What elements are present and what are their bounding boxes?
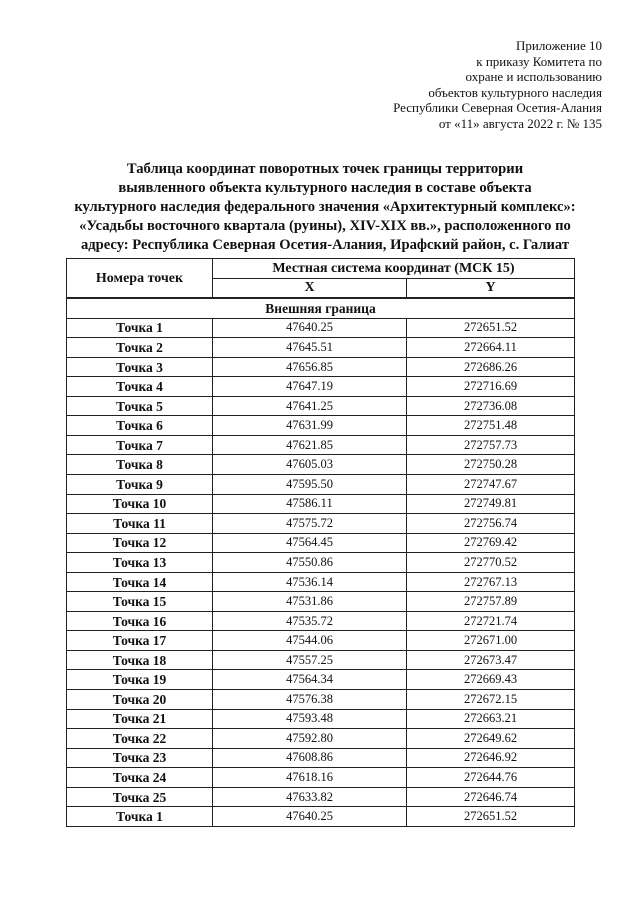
x-value-cell: 47647.19: [213, 377, 407, 397]
x-value-cell: 47645.51: [213, 338, 407, 358]
table-row: [67, 318, 575, 338]
table-row: [67, 768, 575, 788]
table-row: [67, 455, 575, 475]
y-value-cell: 272673.47: [407, 650, 575, 670]
header-x: X: [213, 278, 407, 298]
table-row: [67, 494, 575, 514]
appendix-line: к приказу Комитета по: [476, 53, 602, 69]
y-value-cell: 272672.15: [407, 690, 575, 710]
x-value-cell: 47531.86: [213, 592, 407, 612]
appendix-header: [393, 38, 602, 132]
y-value-cell: 272770.52: [407, 553, 575, 573]
point-name-cell: Точка 11: [67, 514, 213, 534]
table-row: [67, 729, 575, 749]
y-value-cell: 272750.28: [407, 455, 575, 475]
table-row: [67, 690, 575, 710]
y-value-cell: 272747.67: [407, 475, 575, 495]
x-value-cell: 47564.45: [213, 533, 407, 553]
y-value-cell: 272669.43: [407, 670, 575, 690]
table-row: [67, 709, 575, 729]
y-value-cell: 272757.89: [407, 592, 575, 612]
table-row: [67, 475, 575, 495]
x-value-cell: 47631.99: [213, 416, 407, 436]
table-row: [67, 396, 575, 416]
title-line: культурного наследия федерального значения «Архитектурный комплекс»:: [74, 199, 576, 215]
y-value-cell: 272644.76: [407, 768, 575, 788]
table-row: [67, 592, 575, 612]
table-row: [67, 670, 575, 690]
x-value-cell: 47640.25: [213, 318, 407, 338]
x-value-cell: 47557.25: [213, 650, 407, 670]
x-value-cell: 47621.85: [213, 435, 407, 455]
table-row: [67, 357, 575, 377]
y-value-cell: 272736.08: [407, 396, 575, 416]
point-name-cell: Точка 1: [67, 807, 213, 827]
y-value-cell: 272646.74: [407, 787, 575, 807]
title-line: Таблица координат поворотных точек границы территории: [126, 161, 524, 177]
header-points: Номера точек: [67, 259, 213, 299]
appendix-line: Приложение 10: [515, 38, 602, 53]
point-name-cell: Точка 15: [67, 592, 213, 612]
x-value-cell: 47535.72: [213, 611, 407, 631]
y-value-cell: 272686.26: [407, 357, 575, 377]
x-value-cell: 47605.03: [213, 455, 407, 475]
y-value-cell: 272649.62: [407, 729, 575, 749]
table-row: [67, 650, 575, 670]
y-value-cell: 272749.81: [407, 494, 575, 514]
y-value-cell: 272651.52: [407, 807, 575, 827]
title-line: адресу: Республика Северная Осетия-Алания, Ирафский район, с. Галиат: [80, 237, 570, 253]
point-name-cell: Точка 12: [67, 533, 213, 553]
y-value-cell: 272721.74: [407, 611, 575, 631]
x-value-cell: 47593.48: [213, 709, 407, 729]
section-outer-boundary: Внешняя граница: [67, 298, 575, 318]
point-name-cell: Точка 16: [67, 611, 213, 631]
header-y: Y: [407, 278, 575, 298]
point-name-cell: Точка 3: [67, 357, 213, 377]
y-value-cell: 272646.92: [407, 748, 575, 768]
table-row: [67, 611, 575, 631]
point-name-cell: Точка 7: [67, 435, 213, 455]
coordinates-table: [66, 258, 575, 827]
point-name-cell: Точка 14: [67, 572, 213, 592]
table-row: [67, 338, 575, 358]
y-value-cell: 272756.74: [407, 514, 575, 534]
x-value-cell: 47641.25: [213, 396, 407, 416]
table-row: [67, 377, 575, 397]
table-row: [67, 631, 575, 651]
x-value-cell: 47640.25: [213, 807, 407, 827]
y-value-cell: 272671.00: [407, 631, 575, 651]
point-name-cell: Точка 22: [67, 729, 213, 749]
point-name-cell: Точка 8: [67, 455, 213, 475]
x-value-cell: 47564.34: [213, 670, 407, 690]
appendix-line: Республики Северная Осетия-Алания: [393, 100, 602, 116]
y-value-cell: 272751.48: [407, 416, 575, 436]
document-title: [40, 160, 610, 255]
x-value-cell: 47618.16: [213, 768, 407, 788]
x-value-cell: 47633.82: [213, 787, 407, 807]
y-value-cell: 272716.69: [407, 377, 575, 397]
table-row: [67, 533, 575, 553]
table-row: [67, 435, 575, 455]
table-header-row: [67, 259, 575, 279]
y-value-cell: 272663.21: [407, 709, 575, 729]
table-row: [67, 807, 575, 827]
table-row: [67, 748, 575, 768]
point-name-cell: Точка 4: [67, 377, 213, 397]
y-value-cell: 272767.13: [407, 572, 575, 592]
x-value-cell: 47576.38: [213, 690, 407, 710]
table-row: [67, 416, 575, 436]
point-name-cell: Точка 9: [67, 475, 213, 495]
x-value-cell: 47544.06: [213, 631, 407, 651]
point-name-cell: Точка 2: [67, 338, 213, 358]
x-value-cell: 47536.14: [213, 572, 407, 592]
x-value-cell: 47550.86: [213, 553, 407, 573]
point-name-cell: Точка 17: [67, 631, 213, 651]
point-name-cell: Точка 21: [67, 709, 213, 729]
appendix-line: от «11» августа 2022 г. № 135: [438, 115, 602, 131]
point-name-cell: Точка 19: [67, 670, 213, 690]
x-value-cell: 47586.11: [213, 494, 407, 514]
point-name-cell: Точка 6: [67, 416, 213, 436]
point-name-cell: Точка 18: [67, 650, 213, 670]
table-row: [67, 553, 575, 573]
y-value-cell: 272769.42: [407, 533, 575, 553]
point-name-cell: Точка 20: [67, 690, 213, 710]
x-value-cell: 47608.86: [213, 748, 407, 768]
title-line: выявленного объекта культурного наследия в составе объекта: [118, 180, 532, 196]
title-line: «Усадьбы восточного квартала (руины), XIV-XIX вв.», расположенного по: [79, 218, 571, 234]
appendix-line: охране и использованию: [465, 69, 602, 85]
table-row: [67, 572, 575, 592]
x-value-cell: 47575.72: [213, 514, 407, 534]
x-value-cell: 47656.85: [213, 357, 407, 377]
point-name-cell: Точка 24: [67, 768, 213, 788]
table-row: [67, 514, 575, 534]
point-name-cell: Точка 13: [67, 553, 213, 573]
point-name-cell: Точка 5: [67, 396, 213, 416]
y-value-cell: 272651.52: [407, 318, 575, 338]
table-row: [67, 787, 575, 807]
y-value-cell: 272664.11: [407, 338, 575, 358]
x-value-cell: 47592.80: [213, 729, 407, 749]
point-name-cell: Точка 1: [67, 318, 213, 338]
y-value-cell: 272757.73: [407, 435, 575, 455]
point-name-cell: Точка 23: [67, 748, 213, 768]
point-name-cell: Точка 25: [67, 787, 213, 807]
header-coordinate-system: Местная система координат (МСК 15): [213, 259, 575, 279]
x-value-cell: 47595.50: [213, 475, 407, 495]
appendix-line: объектов культурного наследия: [428, 84, 602, 100]
section-row: [67, 298, 575, 318]
point-name-cell: Точка 10: [67, 494, 213, 514]
